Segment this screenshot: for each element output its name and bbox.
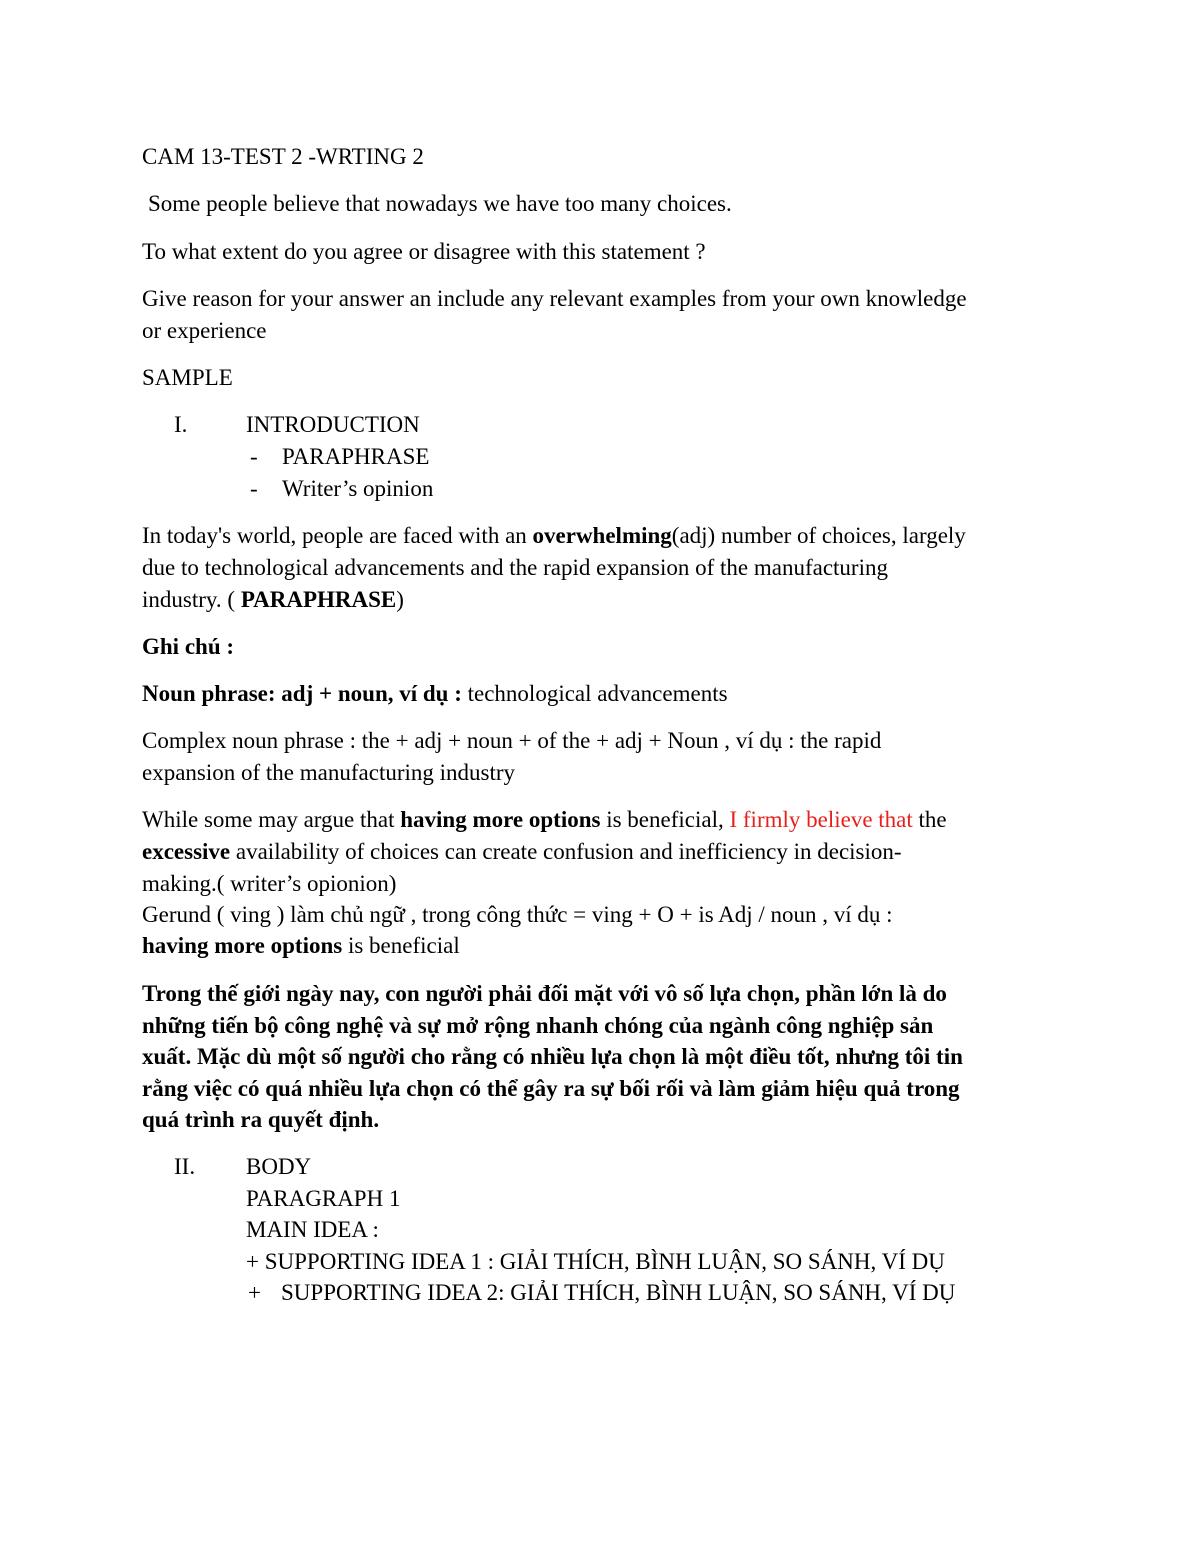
- body-heading: BODY: [246, 1154, 312, 1179]
- bold-term: Noun phrase: adj + noun, ví dụ :: [142, 681, 462, 706]
- bold-term: PARAPHRASE: [240, 587, 397, 612]
- text: industry. (: [142, 587, 241, 612]
- vn-translation-line-1: Trong thế giới ngày nay, con người phải đối mặt với vô số lựa chọn, phần lớn là do: [142, 981, 947, 1006]
- bold-term: excessive: [142, 839, 231, 864]
- bullet-mark: -: [250, 444, 258, 469]
- complex-np-line-1: Complex noun phrase : the + adj + noun + of the + adj + Noun , ví dụ : the rapid: [142, 728, 882, 753]
- text: While some may argue that: [142, 807, 401, 832]
- document-title: CAM 13-TEST 2 -WRTING 2: [142, 144, 424, 169]
- sample-label: SAMPLE: [142, 365, 233, 390]
- text: In today's world, people are faced with an: [142, 523, 533, 548]
- body-numeral: II.: [174, 1154, 196, 1179]
- prompt-line-1: Some people believe that nowadays we have too many choices.: [148, 191, 732, 216]
- bold-term: having more options: [400, 807, 601, 832]
- prompt-line-3a: Give reason for your answer an include any relevant examples from your own knowledge: [142, 286, 967, 311]
- note-label: Ghi chú :: [142, 634, 235, 659]
- intro-bullet-1: PARAPHRASE: [282, 444, 430, 469]
- bullet-mark: -: [250, 476, 258, 501]
- intro-numeral: I.: [174, 412, 188, 437]
- intro-bullet-2: Writer’s opinion: [282, 476, 434, 501]
- paragraph-label: PARAGRAPH 1: [246, 1186, 401, 1211]
- main-idea-label: MAIN IDEA :: [246, 1217, 379, 1242]
- text: is beneficial,: [600, 807, 730, 832]
- text: is beneficial: [342, 933, 460, 958]
- text: (adj) number of choices, largely: [671, 523, 966, 548]
- vn-translation-line-5: quá trình ra quyết định.: [142, 1107, 380, 1132]
- prompt-line-2: To what extent do you agree or disagree with this statement ?: [142, 239, 706, 264]
- noun-phrase-line: [142, 678, 728, 710]
- supporting-idea-2: SUPPORTING IDEA 2: GIẢI THÍCH, BÌNH LUẬN, SO SÁNH, VÍ DỤ: [281, 1280, 956, 1305]
- paragraph-2-line-5: [142, 930, 460, 962]
- highlight-phrase: I firmly believe that: [729, 807, 913, 832]
- text: availability of choices can create confusion and inefficiency in decision-: [230, 839, 902, 864]
- vn-translation-line-4: rằng việc có quá nhiều lựa chọn có thể gây ra sự bối rối và làm giảm hiệu quả trong: [142, 1076, 960, 1101]
- intro-heading: INTRODUCTION: [246, 412, 420, 437]
- text: ): [396, 587, 404, 612]
- complex-np-line-2: expansion of the manufacturing industry: [142, 760, 516, 785]
- paragraph-2-line-2: [142, 836, 902, 868]
- bold-term: having more options: [142, 933, 343, 958]
- bold-term: overwhelming: [532, 523, 672, 548]
- paragraph-1-line-1: [142, 520, 966, 552]
- paragraph-1-line-3: [142, 584, 404, 616]
- vn-translation-line-3: xuất. Mặc dù một số người cho rằng có nhiều lựa chọn là một điều tốt, nhưng tôi tin: [142, 1044, 963, 1069]
- paragraph-2-line-4: Gerund ( ving ) làm chủ ngữ , trong công thức = ving + O + is Adj / noun , ví dụ :: [142, 902, 893, 927]
- plus-mark: +: [248, 1280, 261, 1305]
- supporting-idea-1: + SUPPORTING IDEA 1 : GIẢI THÍCH, BÌNH LUẬN, SO SÁNH, VÍ DỤ: [246, 1249, 945, 1274]
- paragraph-2-line-3: making.( writer’s opionion): [142, 871, 397, 896]
- prompt-line-3b: or experience: [142, 318, 267, 343]
- vn-translation-line-2: những tiến bộ công nghệ và sự mở rộng nhanh chóng của ngành công nghiệp sản: [142, 1013, 934, 1038]
- paragraph-2-line-1: [142, 804, 947, 836]
- text: the: [912, 807, 947, 832]
- paragraph-1-line-2: due to technological advancements and the rapid expansion of the manufacturing: [142, 555, 888, 580]
- text: technological advancements: [461, 681, 728, 706]
